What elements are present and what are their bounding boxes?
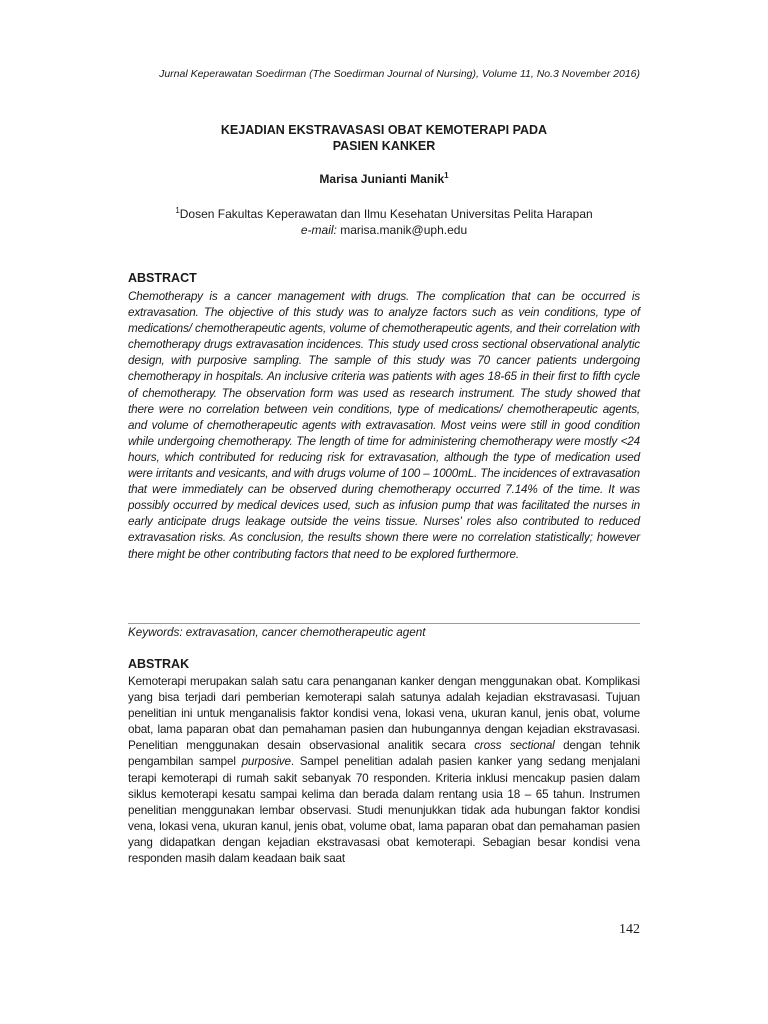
affiliation-line <box>128 206 640 222</box>
abstrak-heading: ABSTRAK <box>128 657 190 671</box>
abstrak-text-part-1: Kemoterapi merupakan salah satu cara penanganan kanker dengan menggunakan obat. Komplikasi yang bisa terjadi dari pemberian kemoterapi salah satunya adalah kejadian ekstravasasi. Tujuan penelitian ini untuk menganalisis faktor kondisi vena, lokasi vena, ukuran kanul, jenis obat, volume obat, lama paparan obat dan pemahaman pasien dan hubungannya dengan kejadian ekstravasasi. Penelitian menggunakan desain observasional analitik secara <box>128 675 640 753</box>
author-name <box>128 172 640 186</box>
affiliation-superscript: 1 <box>175 206 180 215</box>
article-title-line-2: PASIEN KANKER <box>332 139 436 153</box>
abstrak-italic-cross-sectional: cross sectional <box>474 739 555 753</box>
email-line <box>128 222 640 238</box>
article-title-line-1: KEJADIAN EKSTRAVASASI OBAT KEMOTERAPI PADA <box>220 123 548 137</box>
abstrak-italic-purposive: purposive <box>241 755 291 769</box>
email-address[interactable]: marisa.manik@uph.edu <box>336 223 468 237</box>
author-name-text: Marisa Junianti Manik <box>319 172 445 186</box>
journal-header: Jurnal Keperawatan Soedirman (The Soedirman Journal of Nursing), Volume 11, No.3 November 2016) <box>159 68 640 80</box>
abstrak-text-part-2: dengan tehnik pengambilan sampel <box>128 739 640 769</box>
abstract-body: Chemotherapy is a cancer management with drugs. The complication that can be occurred is extravasation. The objective of this study was to analyze factors such as vein conditions, type of medications/ chemotherapeutic agents, volume of chemotherapeutic agents, and their correlation with chemotherapy drugs extravasation incidences. This study used cross sectional observational analytic design, with purposive sampling. The sample of this study was 70 cancer patients undergoing chemotherapy in hospitals. An inclusive criteria was patients with ages 18-65 in their first to fifth cycle of chemotherapy. The observation form was used as research instrument. The study showed that there were no correlation between vein conditions, type of medications/ chemotherapeutic agents, and volume of chemotherapeutic agents with extravasation. Most veins were still in good condition while undergoing chemotherapy. The length of time for administering chemotherapy were mostly <24 hours, which contributed for reducing risk for extravasation, although the type of medication used were irritants and vesicants, and with drugs volume of 100 – 1000mL. The incidences of extravasation that were immediately can be observed during chemotherapy occurred 7.14% of the time. It was possibly occurred by medical devices used, such as infusion pump that was facilitated the nurses in early anticipate drugs leakage outside the veins tissue. Nurses’ roles also contributed to reduced extravasation risks. As conclusion, the results shown there were no correlation statistically; however there might be other contributing factors that need to be explored furthermore. <box>128 290 640 561</box>
keywords: Keywords: extravasation, cancer chemotherapeutic agent <box>128 626 426 639</box>
email-label: e-mail: <box>300 223 337 237</box>
abstract-heading: ABSTRACT <box>128 271 197 285</box>
affiliation-block <box>128 206 640 238</box>
article-title <box>128 122 640 154</box>
affiliation-text: Dosen Fakultas Keperawatan dan Ilmu Kesehatan Universitas Pelita Harapan <box>179 207 593 221</box>
page-number: 142 <box>619 922 640 937</box>
abstrak-body <box>128 674 640 867</box>
abstrak-text-part-3: . Sampel penelitian adalah pasien kanker yang sedang menjalani terapi kemoterapi di rumah sakit sebanyak 70 responden. Kriteria inklusi mencakup pasien dalam siklus kemoterapi kesatu sampai kelima dan berada dalam rentang usia 18 – 65 tahun. Instrumen penelitian menggunakan lembar observasi. Studi menunjukkan tidak ada hubungan faktor kondisi vena, lokasi vena, ukuran kanul, jenis obat, volume obat, lama paparan obat dan pemahaman pasien yang didapatkan dengan kejadian ekstravasasi obat kemoterapi. Sebagian besar kondisi vena responden masih dalam keadaan baik saat <box>128 755 641 866</box>
keywords-divider <box>128 623 640 624</box>
author-superscript: 1 <box>444 171 449 180</box>
